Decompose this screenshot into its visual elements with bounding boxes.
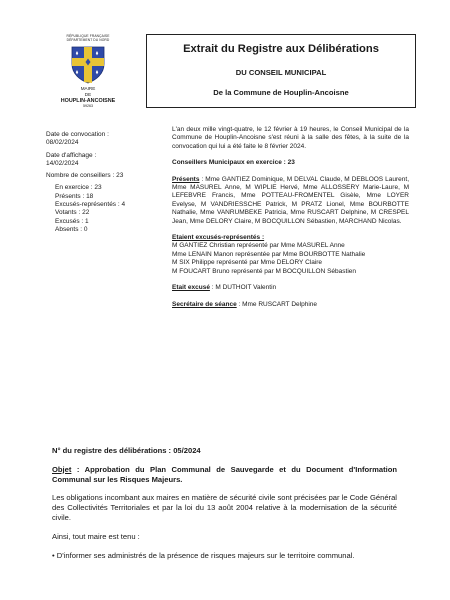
- registre-number: N° du registre des délibérations : 05/2024: [52, 446, 201, 455]
- excuse-line: [172, 284, 409, 292]
- page-title: Extrait du Registre aux Délibérations: [183, 43, 379, 55]
- stat-votants: Votants : 22: [55, 209, 90, 217]
- excuse-name: : M DUTHOIT Valentin: [209, 284, 277, 292]
- objet-label: Objet: [52, 464, 72, 474]
- objet-paragraph: [52, 465, 397, 485]
- vote-stats: [55, 184, 146, 234]
- logo-republique: RÉPUBLIQUE FRANÇAISE: [66, 34, 110, 38]
- meeting-info: [46, 131, 146, 234]
- attendance-section: [172, 126, 409, 309]
- stat-en-exercice: En exercice : 23: [55, 184, 102, 192]
- title-box: [146, 34, 416, 108]
- excuse-item: M SIX Philippe représenté par Mme DELORY Claire: [172, 259, 323, 267]
- excuse-label: Etait excusé: [172, 284, 210, 292]
- obligations-paragraph: Les obligations incombant aux maires en matière de sécurité civile sont précisées par le Code Général des Collectivités Territoriales et par la loi du 13 août 2004 relative à la modernisation de la sécurité civile.: [52, 493, 397, 522]
- stat-presents: Présents : 18: [55, 192, 94, 200]
- bullet-item: • D'informer ses administrés de la présence de risques majeurs sur le territoire communal.: [52, 550, 355, 560]
- presents-list: : Mme GANTIEZ Dominique, M DELVAL Claude, M DEBLOOS Laurent, Mme MASUREL Anne, M WIPLIE Hervé, Mme ALLOSSERY Marie-Laure, M LEFEBVRE Francis, Mme POTTEAU-FROMENTEL Gisèle, Mme LOYER Evelyse, M VANDRIESSCHE Patrick, M PRATZ Lionel, Mme BOURBOTTE Nathalie, Mme VANRUMBEKE Patricia, Mme RUSCART Delphine, M CRESPEL Jean, Mme DELORY Claire, M BOCQUILLON Sébastien, MARCHAND Nicolas.: [172, 175, 409, 225]
- stat-excuses: Excusés : 1: [55, 217, 89, 225]
- logo-commune: HOUPLIN-ANCOISNE: [60, 98, 116, 105]
- coat-of-arms-icon: [70, 44, 106, 84]
- secretaire-line: [172, 301, 409, 309]
- secretaire-label: Secrétaire de séance: [172, 300, 237, 308]
- ainsi-line: Ainsi, tout maire est tenu :: [52, 531, 140, 541]
- logo-de: DE: [84, 92, 92, 98]
- logo-mairie: MAIRE: [80, 86, 96, 92]
- affichage-block: [46, 152, 146, 169]
- commune-logo: [58, 34, 118, 109]
- excuse-item: M GANTIEZ Christian représenté par Mme MASUREL Anne: [172, 242, 345, 250]
- commune-line: De la Commune de Houplin-Ancoisne: [213, 88, 349, 97]
- presents-label: Présents: [172, 175, 200, 183]
- affichage-label: Date d'affichage :: [46, 151, 97, 159]
- logo-code: 59263: [83, 104, 93, 109]
- convocation-label: Date de convocation :: [46, 131, 109, 138]
- affichage-date: 14/02/2024: [46, 159, 79, 167]
- convocation-date: 08/02/2024: [46, 139, 79, 147]
- logo-departement: DÉPARTEMENT DU NORD: [66, 38, 110, 43]
- presents-paragraph: [172, 176, 409, 226]
- intro-paragraph: L'an deux mille vingt-quatre, le 12 février à 19 heures, le Conseil Municipal de la Commune de Houplin-Ancoisne s'est réuni à la salle des fêtes, à la suite de la convocation qui lui a été faite le 8 février 2024.: [172, 126, 409, 150]
- nb-conseillers: Nombre de conseillers : 23: [46, 172, 124, 180]
- conseillers-exercice: Conseillers Municipaux en exercice : 23: [172, 159, 295, 167]
- excuse-item: M FOUCART Bruno représenté par M BOCQUILLON Sébastien: [172, 267, 356, 275]
- convocation-block: [46, 131, 146, 148]
- secretaire-name: : Mme RUSCART Delphine: [236, 300, 318, 308]
- stat-excuses-representes: Excusés-représentés : 4: [55, 201, 126, 209]
- deliberation-body: [52, 446, 397, 560]
- stat-absents: Absents : 0: [55, 225, 88, 233]
- excuse-item: Mme LENAIN Manon représentée par Mme BOURBOTTE Nathalie: [172, 250, 366, 258]
- excuses-label: Etaient excusés-représentés :: [172, 234, 265, 242]
- page-subtitle: DU CONSEIL MUNICIPAL: [235, 68, 327, 77]
- objet-text: : Approbation du Plan Communal de Sauvegarde et du Document d'Information Communal sur les Risques Majeurs.: [52, 464, 397, 484]
